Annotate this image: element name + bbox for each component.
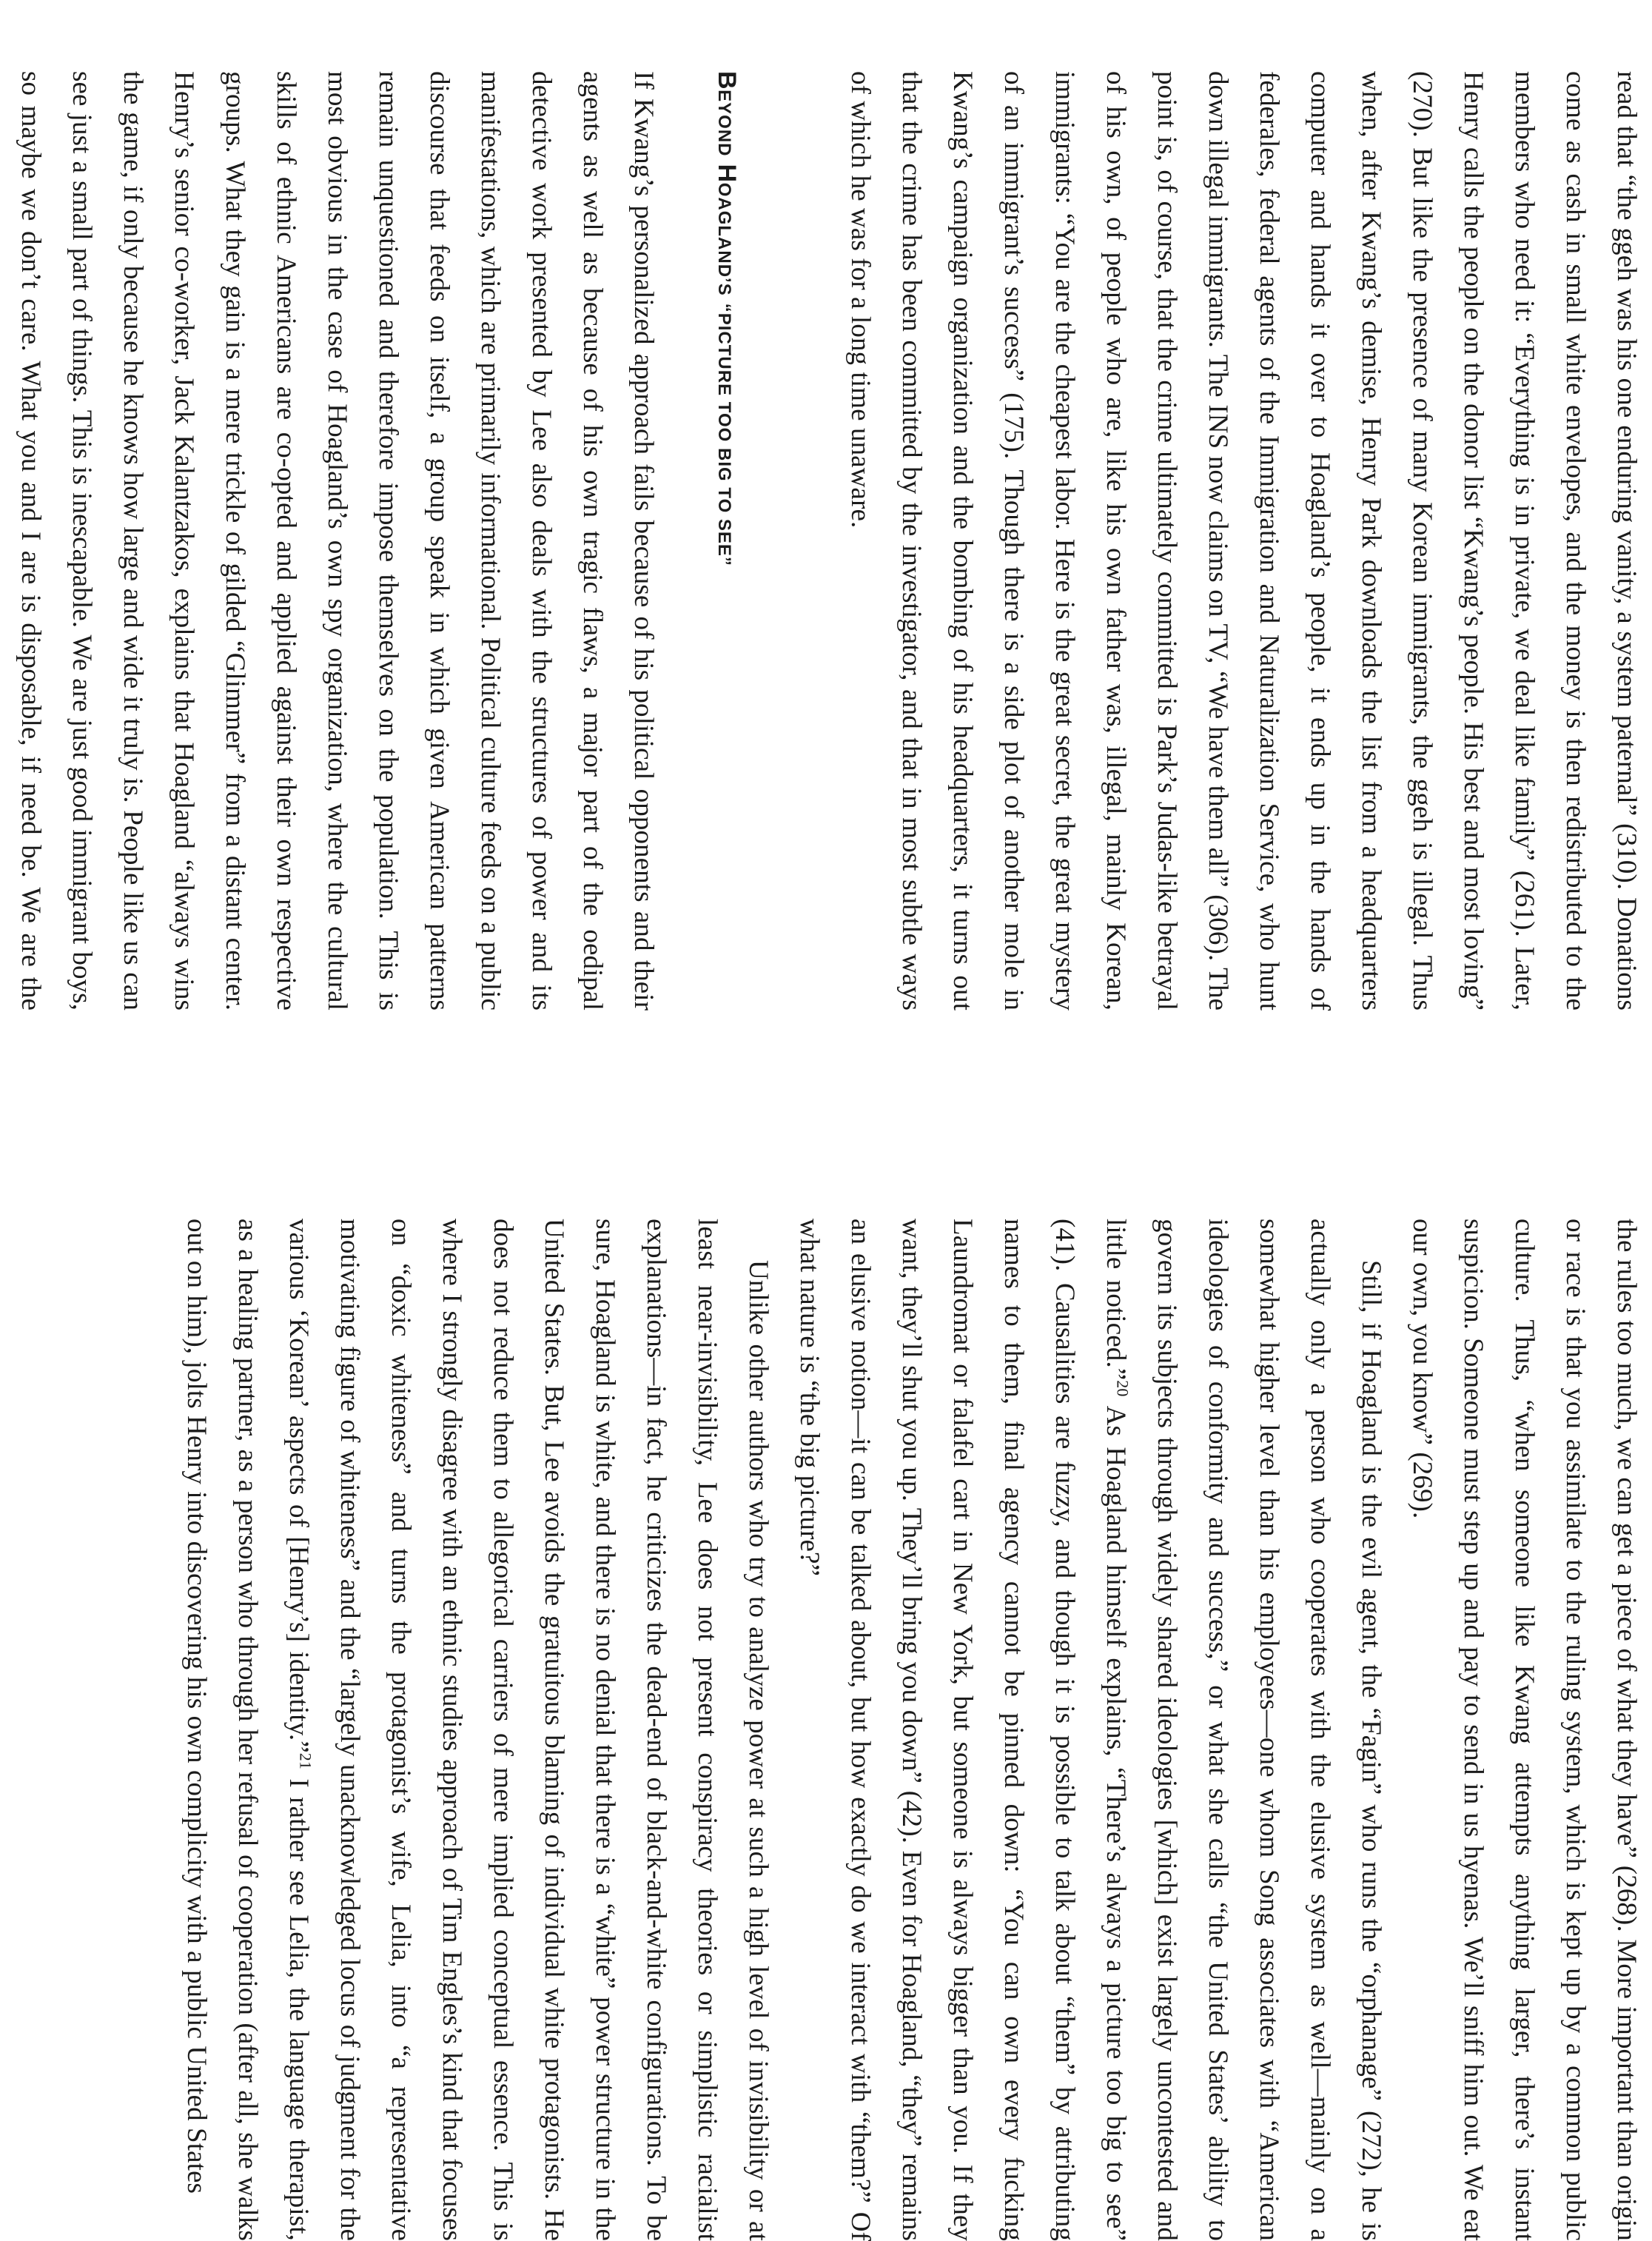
footnote-20: 20 — [1113, 1380, 1132, 1397]
left-page — [0, 0, 1642, 1120]
right-paragraph-1-text: the rules too much, we can get a piece of what they have” (268). More important than origin or race is that you assimilate to the ruling system, which is kept up by a common public culture. Thus, “when someone like Kwang attempts anything larger, there’s instant suspicion. Someone must step up and pay to send in us hyenas. We’ll sniff him out. We eat our own, you know” (269). — [1407, 1219, 1642, 2241]
left-paragraph-2-text: If Kwang’s personalized approach fails because of his political opponents and their agents as well as because of his own tragic flaws, a major part of the oedipal detective work presented by Lee also deals with the structures of power and its manifestations, which are primarily informational. Political culture feeds on a public discourse that feeds on itself, a group speak in which given American patterns remain unquestioned and therefore impose themselves on the population. This is most obvious in the case of Hoagland’s own spy organization, where the cultural skills of ethnic Americans are co-opted and applied against their own respective groups. What they gain is a mere trickle of gilded “Glimmer” from a distant center. Henry’s senior co-worker, Jack Kalantzakos, explains that Hoagland “always wins the game, if only because he knows how large and wide it truly is. People like us can see just a small part of things. This is inescapable. We are just good immigrant boys, so maybe we don’t care. What you and I are is disposable, if need be. We are the — [16, 71, 659, 1011]
section-heading: BEYOND HOAGLAND’S “PICTURE TOO BIG TO SEE” — [713, 71, 741, 566]
right-page — [0, 1121, 1642, 2241]
footnote-21: 21 — [296, 1752, 315, 1769]
left-paragraph-1-text: read that “the ggeh was his one enduring vanity, a system paternal” (310). Donations come as cash in small white envelopes, and the money is then redistributed to the members who need it: “Everything is in private, we deal like family” (261). Later, Henry calls the people on the donor list “Kwang’s people. His best and most loving” (270). But like the presence of many Korean immigrants, the ggeh is illegal. Thus when, after Kwang’s demise, Henry Park downloads the list from a headquarters computer and hands it over to Hoagland’s people, it ends up in the hands of federales, federal agents of the Immigration and Naturalization Service, who hunt down illegal immigrants. The INS now claims on TV, “We have them all” (306). The point is, of course, that the crime ultimately committed is Park’s Judas-like betrayal of his own, of people who are, like his own father was, illegal, mainly Korean, immigrants: “You are the cheapest labor. Here is the great secret, the great mystery of an immigrant’s success” (175). Though there is a side plot of another mole in Kwang’s campaign organization and the bombing of his headquarters, it turns out that the crime has been committed by the investigator, and that in most subtle ways of which he was for a long time unaware. — [845, 71, 1642, 1011]
right-paragraph-2: Still, if Hoagland is the evil agent, the “Fagin” who runs the “orphanage” (272), he is actually only a person who cooperates with the elusive system as well—mainly on a somewhat higher level than his employees—one whom Song associates with “American ideologies of conformity and success,” or what she calls “the United States’ ability to govern its subjects through widely shared ideologies [which] exist largely uncontested and little noticed.”$^{20}$ As Hoagland himself explains, “There’s always a picture too big to see” (41). Causalities are fuzzy, and though it is possible to talk about “them” by attributing names to them, final agency cannot be pinned down: “You can own every fucking Laundromat or falafel cart in New York, but someone is always bigger than you. If they want, they’ll shut you up. They’ll bring you down” (42). Even for Hoagland, “they” remains an elusive notion—it can be talked about, but how exactly do we interact with “them?” Of what nature is “the big picture?” — [794, 1219, 1386, 2241]
right-paragraphs — [171, 1219, 1652, 2241]
left-paragraph-1 — [835, 71, 1652, 1011]
right-paragraph-3: Unlike other authors who try to analyze power at such a high level of invisibility or at least near-invisibility, Lee does not present conspiracy theories or simplistic racialist explanations—in fact, he criticizes the dead-end of black-and-white configurations. To be sure, Hoagland is white, and there is no denial that there is a “white” power structure in the United States. But, Lee avoids the gratuitous blaming of individual white protagonists. He does not reduce them to allegorical carriers of mere implied conceptual essence. This is where I strongly disagree with an ethnic studies approach of Tim Engles’s kind that focuses on “doxic whiteness” and turns the protagonist’s wife, Lelia, into “a representative motivating figure of whiteness” and the “largely unacknowledged locus of judgment for the various ‘Korean’ aspects of [Henry’s] identity.”$^{21}$ I rather see Lelia, the language therapist, as a healing partner, as a person who through her refusal of cooperation (after all, she walks out on him), jolts Henry into discovering his own complicity with a public United States — [181, 1219, 773, 2241]
left-paragraph-2 — [0, 71, 669, 1011]
